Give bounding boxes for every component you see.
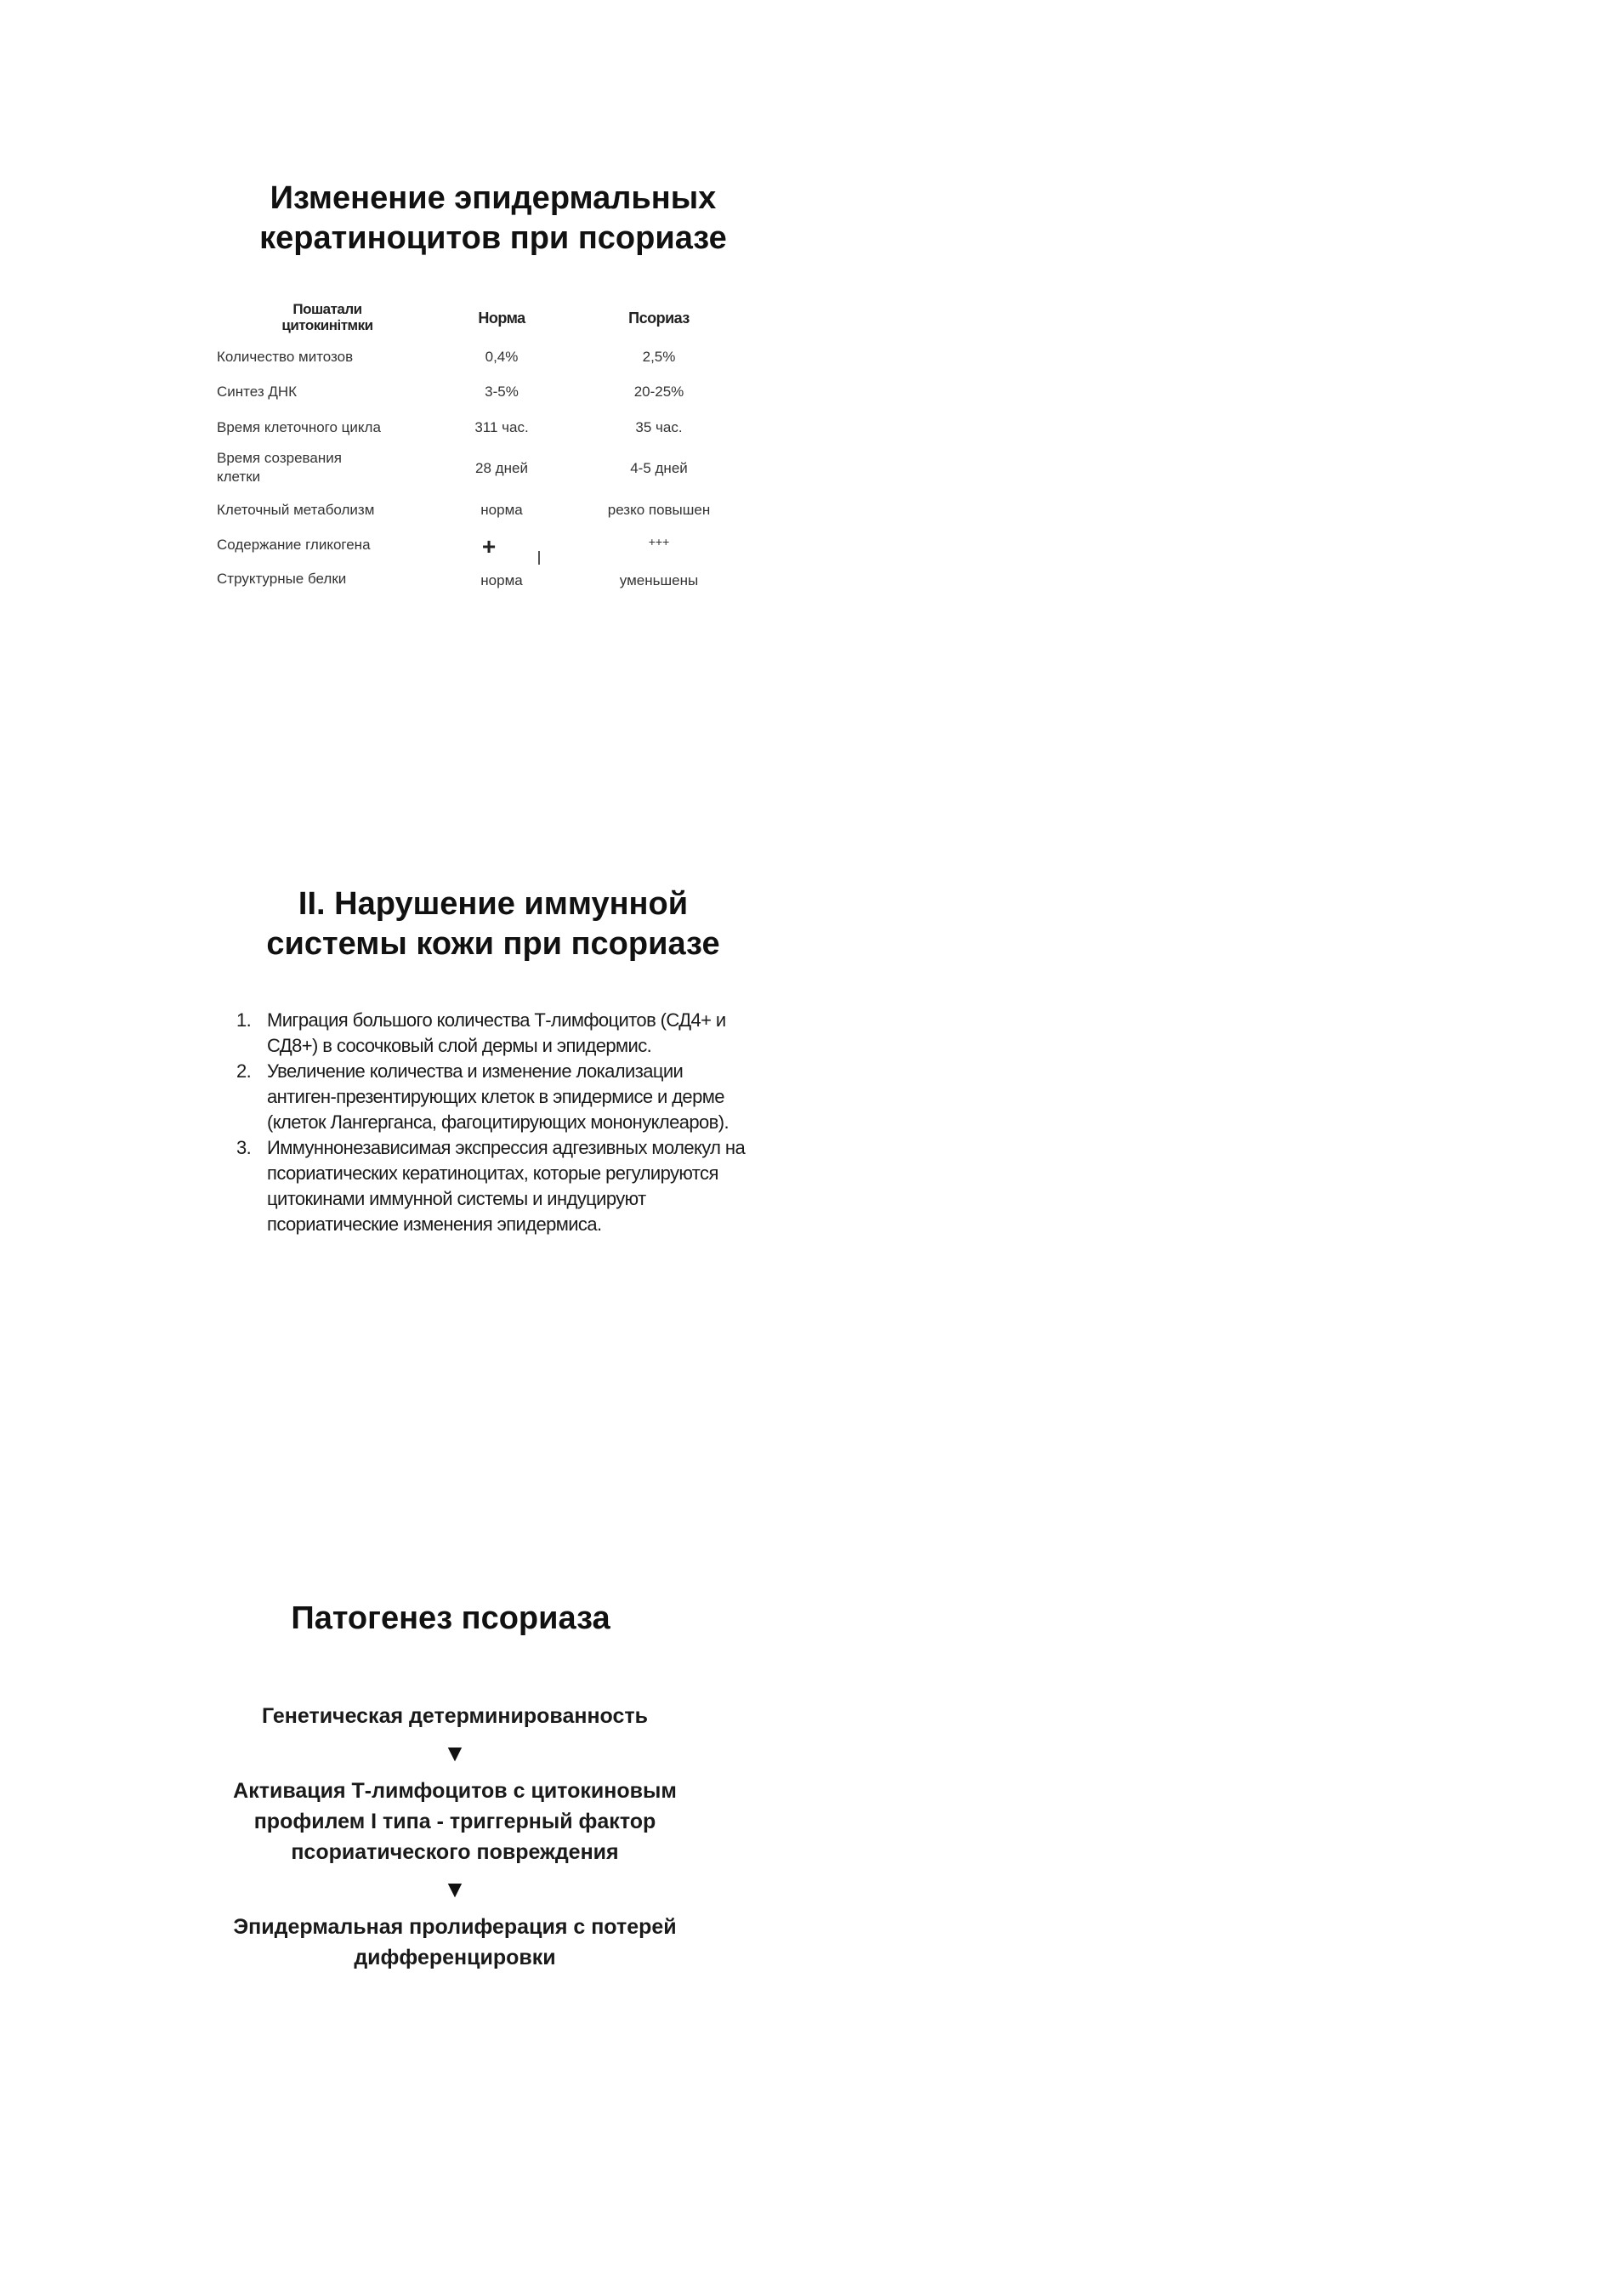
table-cell-psoriasis: резко повышен [607,502,711,518]
table-cell-norm: 28 дней [475,460,528,476]
table-row-label: Количество митозов [217,349,354,365]
table-cell-psoriasis: 35 час. [635,419,683,435]
flow-step-proliferation: Эпидермальная пролиферация с потерей дифференцировки [233,1915,677,1969]
table-cell-norm: + [481,533,497,560]
list-item [236,1059,747,1135]
table-row-label: Содержание гликогена [217,537,371,553]
list-item [236,1135,747,1237]
table-cell-norm: 3-5% [485,384,519,400]
down-arrow-icon: ▼ [443,1740,467,1766]
list-item-text: Миграция большого количества Т-лимфоцитов (СД4+ и СД8+) в сосочковый слой дермы и эпидермис. [267,1009,726,1056]
flow-step-activation: Активация Т-лимфоцитов с цитокиновым профилем I типа - триггерный фактор псориатического повреждения [233,1779,677,1864]
section2-title-line2: системы кожи при псориазе [266,926,720,962]
table-cell-psoriasis: 2,5% [642,349,676,365]
table-cell-psoriasis: +++ [648,535,670,548]
immune-disorder-list [236,1008,747,1237]
table-row-label: Синтез ДНК [217,384,298,400]
list-item-number: 3. [236,1137,252,1158]
table-cell-psoriasis: уменьшены [619,572,699,588]
list-item-text: Увеличение количества и изменение локализации антиген-презентирующих клеток в эпидермисе и дерме (клеток Лангерганса, фагоцитирующих мононуклеаров). [267,1060,729,1133]
table-row-label: Время созревания клетки [217,450,342,485]
list-item-text: Иммуннонезависимая экспрессия адгезивных молекул на псориатических кератиноцитах, которые регулируются цитокинами иммунной системы и индуцируют псориатические изменения эпидермиса. [267,1137,746,1235]
table-header-norm: Норма [478,310,525,327]
section3-title: Патогенез псориаза [291,1600,610,1636]
section1-title-line1: Изменение эпидермальных [270,180,717,216]
table-row-label: Клеточный метаболизм [217,502,375,518]
pathogenesis-flow [183,1701,727,1973]
section1-title [221,179,765,259]
list-item-number: 1. [236,1009,252,1031]
table-row-label: Время клеточного цикла [217,419,381,435]
table-cell-norm: норма [480,502,523,518]
table-cell-norm: 0,4% [485,349,519,365]
table-cell-psoriasis: 4-5 дней [630,460,688,476]
table-cell-norm: 311 час. [474,419,529,435]
table-header-indicator: Пошатали цитокинітмки [281,301,373,333]
table-row-label: Структурные белки [217,571,347,587]
down-arrow-icon: ▼ [443,1876,467,1902]
flow-step-genetic: Генетическая детерминированность [261,1704,649,1728]
section2-title-line1: II. Нарушение иммунной [298,886,689,922]
section1-title-line2: кератиноцитов при псориазе [259,220,727,256]
list-item-number: 2. [236,1060,252,1082]
table-cell-psoriasis: 20-25% [633,384,684,400]
table-cell-norm: норма [480,572,523,588]
section2-title [221,884,765,964]
list-item [236,1008,747,1059]
table-header-psoriasis: Псориаз [628,310,690,327]
table-tick-mark [538,551,540,565]
